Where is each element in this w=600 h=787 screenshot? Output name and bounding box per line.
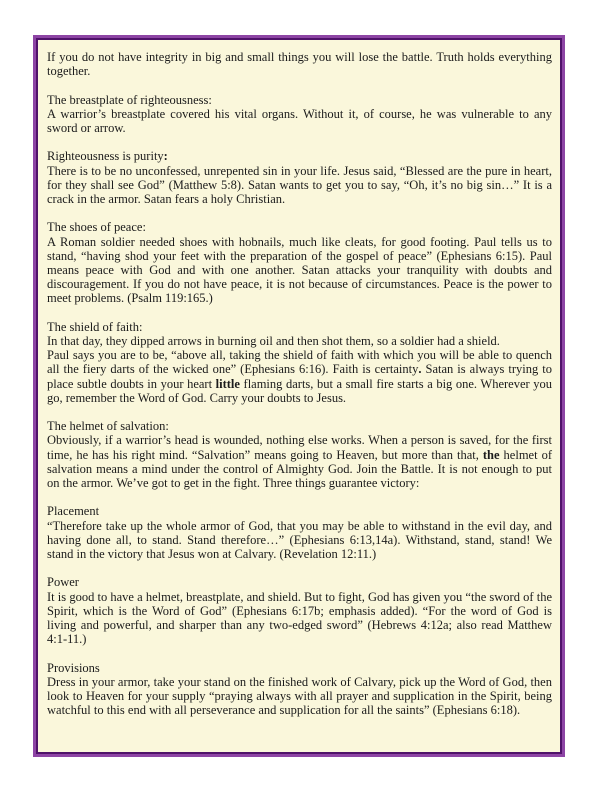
section-heading bbox=[47, 661, 552, 675]
section-paragraph bbox=[47, 519, 552, 562]
text-run: The shoes of peace: bbox=[47, 220, 146, 235]
text-run: The shield of faith: bbox=[47, 319, 143, 334]
section-helmet bbox=[47, 419, 552, 490]
emphasis-text: the bbox=[482, 447, 500, 462]
section-heading bbox=[47, 419, 552, 433]
section-shield bbox=[47, 320, 552, 405]
text-run: A Roman soldier needed shoes with hobnails, much like cleats, for good footing. Paul tells us to stand, “having shod your feet with the preparation of the gospel of peace” (Ephesians 6:15). Paul means peace with God and with one another. Satan attacks your tranquility with doubts and discouragement. If you do not have peace, it is not because of circumstances. Peace is the power to meet problems. (Psalm 119:165.) bbox=[47, 234, 552, 306]
text-run: The breastplate of righteousness: bbox=[47, 92, 212, 107]
text-run: helmet of salvation means a mind under the control of Almighty God. Join the Battle. It is not enough to put on the armor. We’ve got to get in the fight. Three things guarantee victory: bbox=[47, 447, 552, 491]
section-paragraph bbox=[47, 675, 552, 718]
section-heading bbox=[47, 504, 552, 518]
section-intro bbox=[47, 50, 552, 78]
text-run: Power bbox=[47, 575, 79, 590]
section-paragraph bbox=[47, 590, 552, 647]
section-breastplate bbox=[47, 93, 552, 136]
text-run: It is good to have a helmet, breastplate, and shield. But to fight, God has given you “the sword of the Spirit, which is the Word of God” (Ephesians 6:17b; emphasis added). “For the word of God is living and powerful, and sharper than any two-edged sword” (Hebrews 4:12a; also read Matthew 4:1-11.) bbox=[47, 589, 552, 647]
section-paragraph bbox=[47, 235, 552, 306]
document-content bbox=[47, 50, 552, 717]
text-run: Satan is always trying to place subtle doubts in your heart bbox=[47, 362, 552, 391]
section-righteousness bbox=[47, 149, 552, 206]
section-heading bbox=[47, 149, 552, 163]
text-run: If you do not have integrity in big and small things you will lose the battle. Truth holds everything together. bbox=[47, 50, 552, 79]
text-run: Placement bbox=[47, 504, 100, 519]
text-run: Provisions bbox=[47, 660, 100, 675]
emphasis-text: : bbox=[163, 149, 168, 164]
document-page bbox=[36, 38, 562, 754]
text-run: There is to be no unconfessed, unrepented sin in your life. Jesus said, “Blessed are the pure in heart, for they shall see God” (Matthew 5:8). Satan wants to get you to say, “Oh, it’s no big sin…” It is a crack in the armor. Satan fears a holy Christian. bbox=[47, 163, 552, 206]
section-shoes bbox=[47, 220, 552, 305]
text-run: In that day, they dipped arrows in burning oil and then shot them, so a soldier had a shield. bbox=[47, 334, 500, 348]
section-placement bbox=[47, 504, 552, 561]
text-run: Obviously, if a warrior’s head is wounded, nothing else works. When a person is saved, for the first time, he has his right mind. “Salvation” means going to Heaven, but more than that, bbox=[47, 433, 552, 462]
section-paragraph bbox=[47, 433, 552, 490]
text-run: Paul says you are to be, “above all, taking the shield of faith with which you will be able to quench all the fiery darts of the wicked one” (Ephesians 6:16). Faith is certainty bbox=[47, 348, 552, 377]
section-power bbox=[47, 575, 552, 646]
emphasis-text: . bbox=[418, 362, 422, 377]
section-paragraph bbox=[47, 50, 552, 78]
section-heading bbox=[47, 93, 552, 107]
section-paragraph bbox=[47, 164, 552, 207]
section-paragraph bbox=[47, 107, 552, 135]
section-paragraph bbox=[47, 334, 552, 405]
document-border bbox=[33, 35, 565, 757]
emphasis-text: little bbox=[215, 376, 240, 391]
text-run: Dress in your armor, take your stand on the finished work of Calvary, pick up the Word of God, then look to Heaven for your supply “praying always with all prayer and supplication in the Spirit, being watchful to this end with all perseverance and supplication for all the saints” (Ephesians 6:18). bbox=[47, 674, 552, 718]
section-heading bbox=[47, 320, 552, 334]
text-run: The helmet of salvation: bbox=[47, 419, 169, 434]
text-run: flaming darts, but a small fire starts a big one. Wherever you go, remember the Word of God. Carry your doubts to Jesus. bbox=[47, 376, 553, 405]
section-provisions bbox=[47, 661, 552, 718]
section-heading bbox=[47, 220, 552, 234]
text-run: A warrior’s breastplate covered his vital organs. Without it, of course, he was vulnerable to any sword or arrow. bbox=[47, 106, 552, 135]
text-run: “Therefore take up the whole armor of God, that you may be able to withstand in the evil day, and having done all, to stand. Stand therefore…” (Ephesians 6:13,14a). Withstand, stand, stand! We stand in the victory that Jesus won at Calvary. (Revelation 12:11.) bbox=[47, 518, 552, 562]
section-heading bbox=[47, 575, 552, 589]
text-run: Righteousness is purity bbox=[47, 149, 164, 164]
